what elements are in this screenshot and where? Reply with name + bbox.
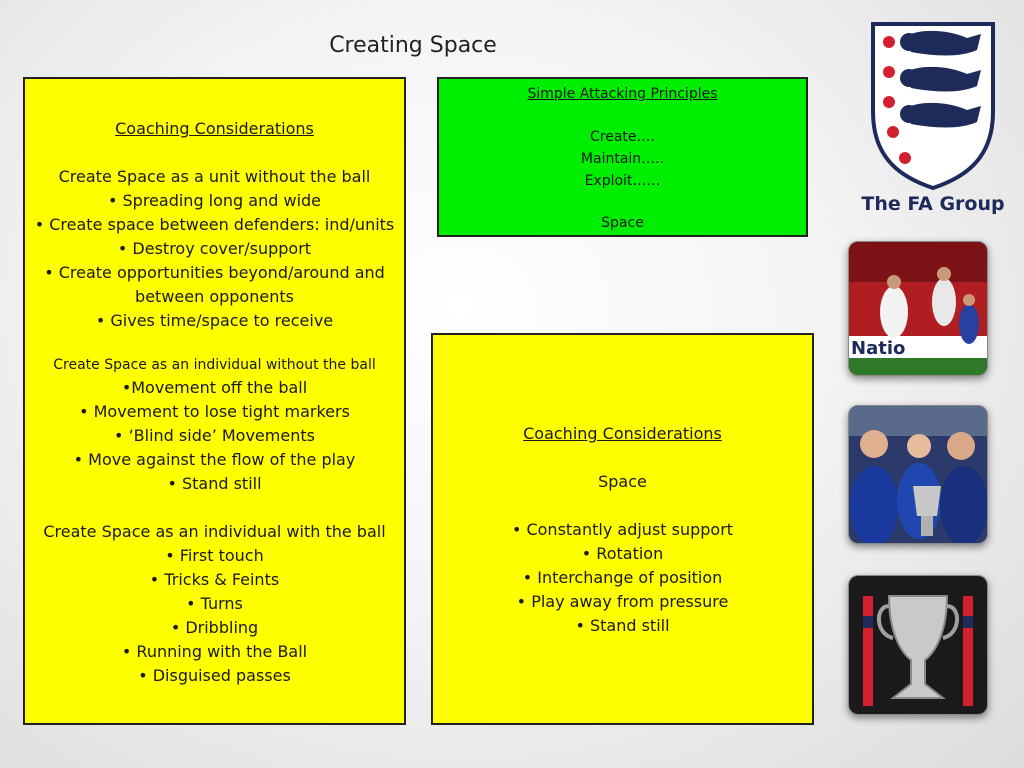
- right-panel-subheading: Space: [598, 472, 647, 491]
- left-panel-heading: Coaching Considerations: [115, 119, 314, 138]
- right-coaching-panel: [431, 333, 814, 725]
- left-coaching-panel: [23, 77, 406, 725]
- principles-heading: Simple Attacking Principles: [527, 86, 718, 102]
- right-panel-heading: Coaching Considerations: [523, 424, 722, 443]
- right-item: • Play away from pressure: [516, 592, 729, 611]
- fa-cup-trophy-photo: [848, 575, 988, 715]
- individual-item: • Stand still: [167, 474, 262, 493]
- individual-item: • ‘Blind side’ Movements: [114, 426, 315, 445]
- with-ball-item: • Disguised passes: [138, 666, 291, 685]
- right-item: • Interchange of position: [522, 568, 723, 587]
- with-ball-item: • Turns: [186, 594, 243, 613]
- individual-item: •Movement off the ball: [121, 378, 308, 397]
- with-ball-item: • Running with the Ball: [121, 642, 308, 661]
- unit-item: between opponents: [135, 287, 294, 306]
- attacking-principles-panel: [437, 77, 808, 237]
- principles-footer: Space: [601, 215, 644, 231]
- unit-item: • Create space between defenders: ind/units: [34, 215, 395, 234]
- banner-text: Natio: [851, 338, 906, 359]
- with-ball-heading: Create Space as an individual with the ball: [43, 522, 386, 541]
- unit-item: • Spreading long and wide: [107, 191, 322, 210]
- with-ball-item: • Dribbling: [170, 618, 259, 637]
- unit-item: • Destroy cover/support: [117, 239, 312, 258]
- slide-title: Creating Space: [329, 33, 497, 58]
- unit-item: • Create opportunities beyond/around and: [44, 263, 385, 282]
- right-item: • Constantly adjust support: [511, 520, 734, 539]
- principle-item: Maintain…..: [580, 151, 665, 167]
- team-trophy-photo: [848, 405, 988, 544]
- with-ball-item: • Tricks & Feints: [149, 570, 280, 589]
- individual-item: • Movement to lose tight markers: [79, 402, 350, 421]
- individual-item: • Move against the flow of the play: [73, 450, 356, 469]
- unit-item: • Gives time/space to receive: [95, 311, 334, 330]
- right-item: • Stand still: [575, 616, 670, 635]
- with-ball-item: • First touch: [165, 546, 264, 565]
- right-item: • Rotation: [581, 544, 664, 563]
- unit-heading: Create Space as a unit without the ball: [58, 167, 371, 186]
- fa-crest-logo: [863, 20, 1003, 220]
- principle-item: Exploit……: [584, 173, 661, 189]
- individual-heading: Create Space as an individual without the ball: [53, 357, 376, 373]
- principle-item: Create….: [590, 129, 655, 145]
- football-match-photo: [848, 241, 988, 376]
- fa-group-logo-text: The FA Group: [861, 193, 1005, 215]
